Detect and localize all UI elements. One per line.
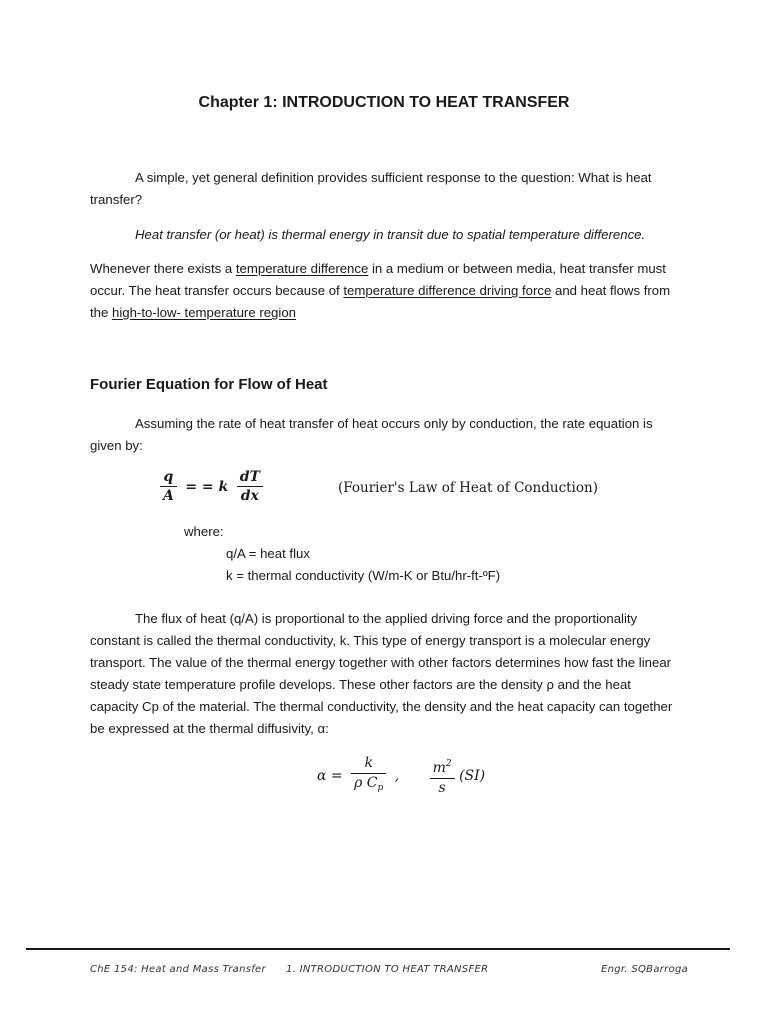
fraction-numerator (430, 755, 455, 779)
fraction-denominator: dx (240, 488, 259, 504)
thermal-diffusivity-equation (313, 754, 489, 798)
fraction-numerator: k (351, 754, 386, 774)
fraction-k-over-rho-cp (351, 754, 386, 798)
heat-flux-paragraph: The flux of heat (q/A) is proportional to the applied driving force and the proportionality constant is called the thermal conductivity, k. This type of energy transport is a molecular energy transport. The value of the thermal energy together with other factors determines how fast the linear steady state temperature profile develops. These other factors are the density ρ and the heat capacity Cp of the material. The thermal conductivity, the density and the heat capacity can together be expressed at the thermal diffusivity, α: (90, 611, 673, 736)
fraction-denominator: A (163, 488, 174, 504)
chapter-title: Chapter 1: INTRODUCTION TO HEAT TRANSFER (198, 94, 570, 111)
equation-comma: , (394, 768, 400, 784)
section-lead-paragraph: Assuming the rate of heat transfer of heat occurs only by conduction, the rate equation is given by: (90, 416, 653, 453)
underlined-high-to-low-region: high-to-low- temperature region (112, 305, 296, 320)
underlined-driving-force: temperature difference driving force (343, 283, 552, 298)
fraction-numerator: q (160, 468, 177, 487)
footer-course: ChE 154: Heat and Mass Transfer (90, 964, 266, 975)
section-heading: Fourier Equation for Flow of Heat (90, 376, 328, 393)
footer-chapter: 1. INTRODUCTION TO HEAT TRANSFER (286, 964, 489, 975)
subscript-p: p (377, 783, 384, 793)
footer-divider (26, 948, 730, 950)
superscript-2: 2 (445, 758, 452, 769)
fraction-denominator: s (438, 779, 446, 796)
definition-thermal-conductivity: k = thermal conductivity (W/m-K or Btu/hr-ft-ºF) (226, 568, 501, 583)
temperature-difference-paragraph (90, 258, 678, 324)
where-label: where: (184, 524, 224, 539)
footer-author: Engr. SQBarroga (601, 964, 689, 975)
equation-equals-k: = = k (185, 478, 229, 495)
p3-text-c: and heat flows from the (90, 283, 671, 320)
rho-c: ρ C (354, 775, 378, 791)
definition-paragraph: Heat transfer (or heat) is thermal energy in transit due to spatial temperature difference. (135, 227, 646, 242)
p3-text-b: in a medium or between media, heat transfer must occur. The heat transfer occurs because of (90, 261, 666, 298)
fraction-q-over-a (160, 468, 177, 505)
unit-m: m (432, 759, 446, 776)
fourier-law-label: (Fourier's Law of Heat of Conduction) (338, 480, 598, 496)
fraction-dt-over-dx (237, 468, 263, 505)
si-unit-tag: (SI) (459, 768, 486, 784)
fraction-numerator: dT (237, 468, 263, 487)
underlined-temperature-difference: temperature difference (235, 261, 369, 276)
fraction-m2-over-s (430, 755, 455, 798)
fraction-denominator (351, 774, 386, 798)
fourier-equation (160, 468, 263, 512)
p3-text-a: Whenever there exists a (90, 261, 236, 276)
intro-question-paragraph: A simple, yet general definition provides sufficient response to the question: What is heat transfer? (90, 170, 652, 207)
definition-heat-flux: q/A = heat flux (226, 546, 310, 561)
alpha-lhs: α = (317, 768, 343, 784)
